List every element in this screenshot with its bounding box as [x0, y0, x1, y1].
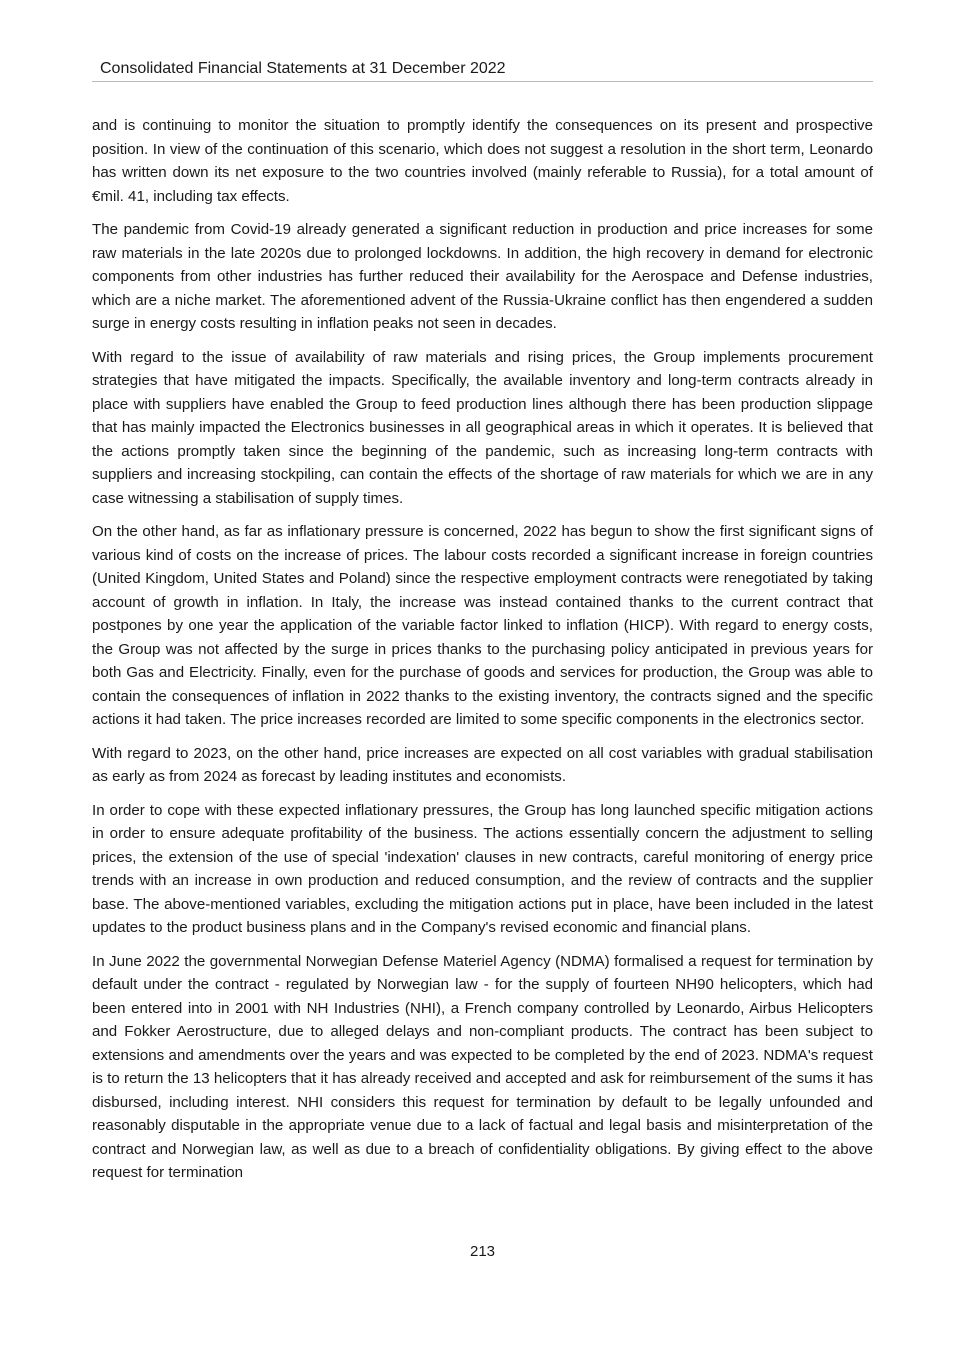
- paragraph: In order to cope with these expected inflationary pressures, the Group has long launched specific mitigation actions in order to ensure adequate profitability of the business. The actions essentially concern the adjustment to selling prices, the extension of the use of special 'indexation' clauses in new contracts, careful monitoring of energy price trends with an increase in own production and reduced consumption, and the review of contracts and the supplier base. The above-mentioned variables, excluding the mitigation actions put in place, have been included in the latest updates to the product business plans and in the Company's revised economic and financial plans.: [92, 801, 873, 936]
- paragraph: With regard to 2023, on the other hand, price increases are expected on all cost variables with gradual stabilisation as early as from 2024 as forecast by leading institutes and economists.: [92, 744, 873, 785]
- page-number: 213: [469, 1243, 496, 1260]
- paragraph: and is continuing to monitor the situation to promptly identify the consequences on its present and prospective position. In view of the continuation of this scenario, which does not suggest a resolution in the short term, Leonardo has written down its net exposure to the two countries involved (mainly referable to Russia), for a total amount of €mil. 41, including tax effects.: [92, 117, 873, 205]
- body-text: [92, 114, 873, 1195]
- header-divider: [92, 81, 873, 82]
- running-header: Consolidated Financial Statements at 31 December 2022: [100, 60, 506, 77]
- paragraph: In June 2022 the governmental Norwegian Defense Materiel Agency (NDMA) formalised a request for termination by default under the contract - regulated by Norwegian law - for the supply of fourteen NH90 helicopters, which had been entered into in 2001 with NH Industries (NHI), a French company controlled by Leonardo, Airbus Helicopters and Fokker Aerostructure, due to alleged delays and non-compliant products. The contract has been subject to extensions and amendments over the years and was expected to be completed by the end of 2023. NDMA's request is to return the 13 helicopters that it has already received and accepted and ask for reimbursement of the sums it has disbursed, including interest. NHI considers this request for termination by default to be legally unfounded and reasonably disputable in the appropriate venue due to a lack of factual and legal basis and misinterpretation of the contract and Norwegian law, as well as due to a breach of confidentiality obligations. By giving effect to the above request for termination: [92, 952, 873, 1181]
- paragraph: With regard to the issue of availability of raw materials and rising prices, the Group implements procurement strategies that have mitigated the impacts. Specifically, the available inventory and long-term contracts already in place with suppliers have enabled the Group to feed production lines although there has been production slippage that has mainly impacted the Electronics businesses in all geographical areas in which it operates. It is believed that the actions promptly taken since the beginning of the pandemic, such as increasing long-term contracts with suppliers and increasing stockpiling, can contain the effects of the shortage of raw materials for which we are in any case witnessing a stabilisation of supply times.: [92, 348, 873, 507]
- paragraph: The pandemic from Covid-19 already generated a significant reduction in production and price increases for some raw materials in the late 2020s due to prolonged lockdowns. In addition, the high recovery in demand for electronic components from other industries has further reduced their availability for the Aerospace and Defense industries, which are a niche market. The aforementioned advent of the Russia-Ukraine conflict has then engendered a sudden surge in energy costs resulting in inflation peaks not seen in decades.: [92, 221, 873, 332]
- paragraph: On the other hand, as far as inflationary pressure is concerned, 2022 has begun to show the first significant signs of various kind of costs on the increase of prices. The labour costs recorded a significant increase in foreign countries (United Kingdom, United States and Poland) since the respective employment contracts were renegotiated by taking account of growth in inflation. In Italy, the increase was instead contained thanks to the current contract that postpones by one year the application of the variable factor linked to inflation (HICP). With regard to energy costs, the Group was not affected by the surge in prices thanks to the purchasing policy anticipated in previous years for both Gas and Electricity. Finally, even for the purchase of goods and services for production, the Group was able to contain the consequences of inflation in 2022 thanks to the existing inventory, the contracts signed and the specific actions it had taken. The price increases recorded are limited to some specific components in the electronics sector.: [92, 523, 873, 728]
